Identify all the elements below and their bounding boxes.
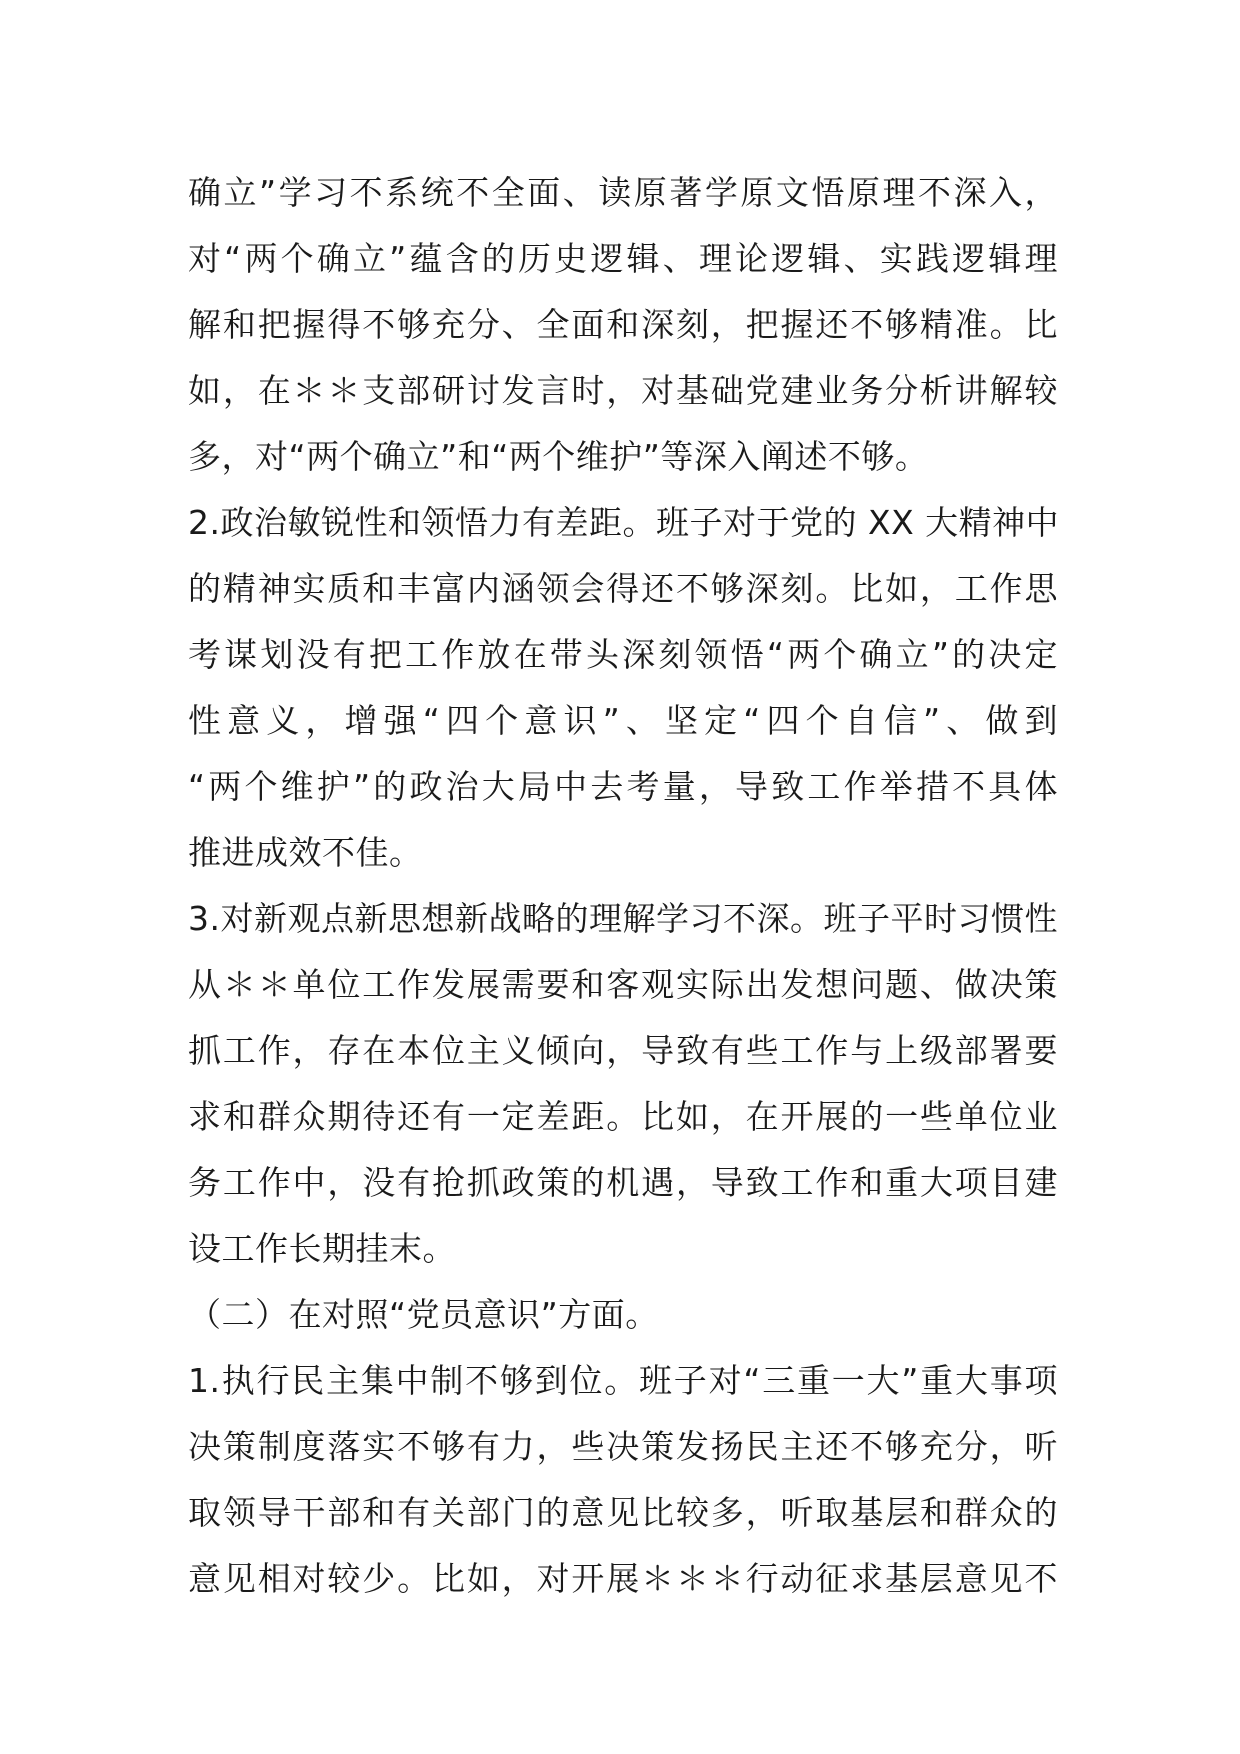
text-line: 推进成效不佳。 [188, 833, 423, 872]
text-line: 取领导干部和有关部门的意见比较多，听取基层和群众的 [188, 1493, 1058, 1532]
text-line: 意见相对较少。比如，对开展＊＊＊行动征求基层意见不 [188, 1559, 1058, 1598]
text-line: 性意义，增强“四个意识”、坚定“四个自信”、做到 [188, 701, 1058, 740]
text-line: 考谋划没有把工作放在带头深刻领悟“两个确立”的决定 [188, 635, 1058, 674]
text-line: 求和群众期待还有一定差距。比如，在开展的一些单位业 [188, 1097, 1058, 1136]
text-line: “两个维护”的政治大局中去考量，导致工作举措不具体 [188, 767, 1058, 806]
text-line: 从＊＊单位工作发展需要和客观实际出发想问题、做决策 [188, 965, 1058, 1004]
document-body [188, 160, 1058, 1612]
section-heading: （二）在对照“党员意识”方面。 [188, 1295, 659, 1334]
text-line: 确立”学习不系统不全面、读原著学原文悟原理不深入， [188, 173, 1058, 212]
text-line: 设工作长期挂末。 [188, 1229, 456, 1268]
text-line: 抓工作，存在本位主义倾向，导致有些工作与上级部署要 [188, 1031, 1058, 1070]
text-line: 决策制度落实不够有力，些决策发扬民主还不够充分，听 [188, 1427, 1058, 1466]
text-line: 务工作中，没有抢抓政策的机遇，导致工作和重大项目建 [188, 1163, 1058, 1202]
text-line: 1.执行民主集中制不够到位。班子对“三重一大”重大事项 [188, 1361, 1058, 1400]
text-line: 对“两个确立”蕴含的历史逻辑、理论逻辑、实践逻辑理 [188, 239, 1058, 278]
text-line: 2.政治敏锐性和领悟力有差距。班子对于党的 XX 大精神中 [188, 503, 1060, 542]
text-line: 的精神实质和丰富内涵领会得还不够深刻。比如，工作思 [188, 569, 1058, 608]
text-line: 多，对“两个确立”和“两个维护”等深入阐述不够。 [188, 437, 929, 476]
text-line: 如，在＊＊支部研讨发言时，对基础党建业务分析讲解较 [188, 371, 1058, 410]
text-line: 解和把握得不够充分、全面和深刻，把握还不够精准。比 [188, 305, 1058, 344]
text-line: 3.对新观点新思想新战略的理解学习不深。班子平时习惯性 [188, 899, 1058, 938]
